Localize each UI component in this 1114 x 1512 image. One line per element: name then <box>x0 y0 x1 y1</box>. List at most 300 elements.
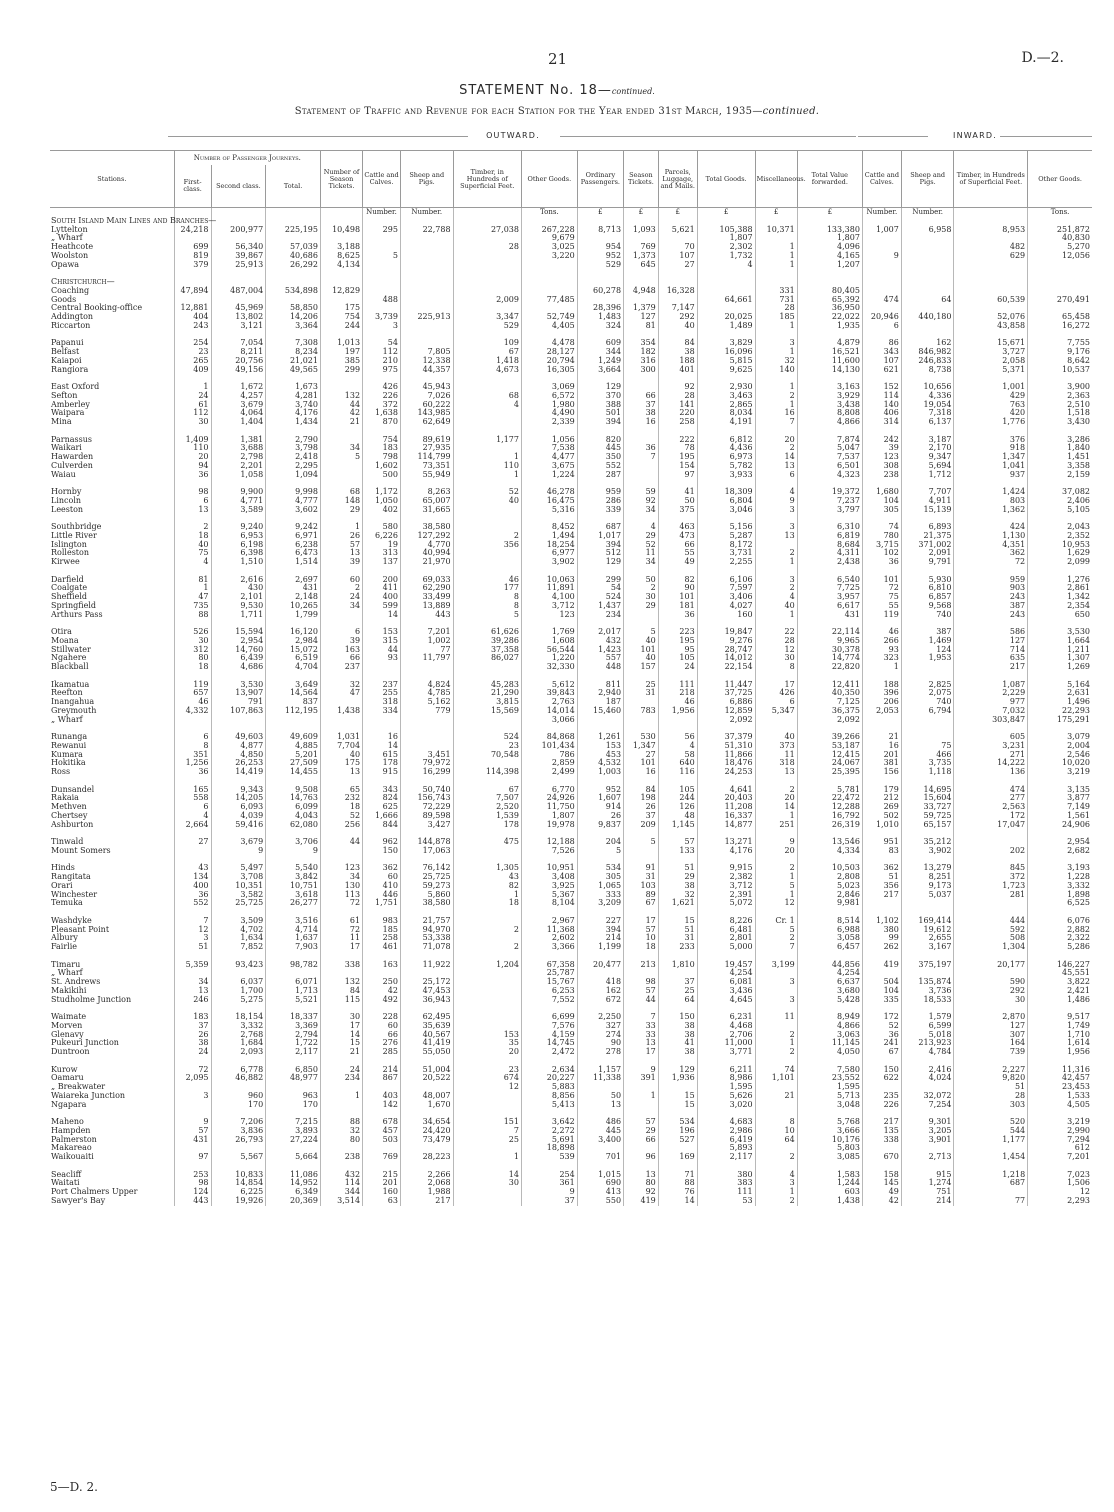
table-cell: 64 <box>901 296 954 305</box>
table-cell: 2,092 <box>797 716 862 725</box>
table-cell: 362 <box>363 864 401 873</box>
table-cell: 64 <box>658 996 697 1005</box>
table-cell: 112,195 <box>266 707 321 716</box>
table-cell: 1,637 <box>266 934 321 943</box>
table-cell: 410 <box>363 882 401 891</box>
table-cell: 202 <box>954 847 1028 856</box>
table-cell: 474 <box>954 786 1028 795</box>
table-cell <box>174 847 211 856</box>
table-cell: 30 <box>453 1179 521 1188</box>
table-cell: 33,499 <box>400 593 453 602</box>
table-cell: 2 <box>755 864 797 873</box>
table-cell: 2,520 <box>453 803 521 812</box>
table-cell: 36,943 <box>400 996 453 1005</box>
table-cell: 7,023 <box>1028 1171 1092 1180</box>
station-name: South Island Main Lines and Branches— <box>51 215 217 225</box>
table-cell: 9 <box>624 1066 659 1075</box>
col-in-goods: Other Goods. <box>1028 151 1092 208</box>
table-cell: 123 <box>862 453 901 462</box>
table-cell: 109 <box>453 339 521 348</box>
table-cell: 915 <box>901 1171 954 1180</box>
table-cell: 39,843 <box>521 689 577 698</box>
table-cell: 286 <box>577 497 623 506</box>
table-cell: 56 <box>658 733 697 742</box>
table-cell: 5,428 <box>797 996 862 1005</box>
table-cell: 66 <box>658 541 697 550</box>
table-cell: 14,564 <box>266 689 321 698</box>
table-cell: 67 <box>453 348 521 357</box>
table-cell <box>453 908 521 917</box>
table-cell <box>363 663 401 672</box>
table-cell: 45,943 <box>400 383 453 392</box>
table-cell: 3,618 <box>266 891 321 900</box>
table-cell: 34 <box>624 506 659 515</box>
table-cell: 265 <box>174 357 211 366</box>
table-cell <box>453 1013 521 1022</box>
table-cell: 4,336 <box>901 392 954 401</box>
table-cell: 127 <box>954 1022 1028 1031</box>
table-cell: 1,001 <box>954 383 1028 392</box>
table-cell: 1,101 <box>755 1074 797 1083</box>
table-cell: 14,206 <box>266 313 321 322</box>
table-cell: 3,715 <box>862 541 901 550</box>
unit-cell <box>954 208 1028 217</box>
table-cell: 21,021 <box>266 357 321 366</box>
col-parcels: Parcels, Luggage, and Mails. <box>658 151 697 208</box>
table-cell <box>211 269 266 278</box>
table-cell: 7,201 <box>400 628 453 637</box>
table-cell: 846,982 <box>901 348 954 357</box>
table-cell: 20,403 <box>697 794 755 803</box>
table-cell: 40,994 <box>400 549 453 558</box>
table-cell: 1,629 <box>1028 549 1092 558</box>
table-cell: 153 <box>363 628 401 637</box>
table-cell: 13,802 <box>211 313 266 322</box>
table-cell: 90 <box>577 1039 623 1048</box>
table-cell: 1,249 <box>577 357 623 366</box>
table-cell: 323 <box>862 654 901 663</box>
table-cell <box>901 243 954 252</box>
table-cell: 1,713 <box>266 987 321 996</box>
table-cell: 1 <box>320 523 362 532</box>
table-cell: 18 <box>624 943 659 952</box>
table-cell: 243 <box>174 322 211 331</box>
table-cell: 88 <box>320 1118 362 1127</box>
table-cell: 10,063 <box>521 576 577 585</box>
table-cell: 1,220 <box>521 654 577 663</box>
table-cell: 80 <box>320 1136 362 1145</box>
table-cell <box>901 261 954 270</box>
table-cell: 338 <box>320 961 362 970</box>
table-cell: 7 <box>174 917 211 926</box>
table-cell: 1,013 <box>320 339 362 348</box>
table-cell: 4,351 <box>954 541 1028 550</box>
table-cell: 20 <box>755 794 797 803</box>
table-cell: 32 <box>320 681 362 690</box>
table-cell: 7,054 <box>211 339 266 348</box>
table-cell: 12,881 <box>174 304 211 313</box>
table-cell: 5,023 <box>797 882 862 891</box>
table-cell: 534 <box>577 864 623 873</box>
table-cell: 2,293 <box>1028 1197 1092 1206</box>
table-cell: 2,846 <box>797 891 862 900</box>
station-name: Hornby <box>51 487 82 496</box>
table-cell: 40 <box>755 602 797 611</box>
col-ordinary: Ordinary Passengers. <box>577 151 623 208</box>
table-cell: 701 <box>577 1153 623 1162</box>
table-cell: 13 <box>320 768 362 777</box>
table-cell: 983 <box>363 917 401 926</box>
table-cell: 482 <box>954 243 1028 252</box>
table-cell <box>363 278 401 287</box>
table-cell <box>400 663 453 672</box>
table-cell: 650 <box>1028 611 1092 620</box>
table-cell: 40,830 <box>1028 234 1092 243</box>
table-cell: 7,874 <box>797 436 862 445</box>
table-cell: 3,731 <box>697 549 755 558</box>
table-cell: 217 <box>862 891 901 900</box>
table-cell: 1,058 <box>211 471 266 480</box>
table-cell: 324 <box>577 322 623 331</box>
table-cell: 37 <box>521 1197 577 1206</box>
table-cell: 10,371 <box>755 226 797 235</box>
table-cell <box>901 724 954 733</box>
table-cell: 343 <box>862 348 901 357</box>
table-cell: 2,984 <box>266 637 321 646</box>
table-cell: 5,768 <box>797 1118 862 1127</box>
header-row-groups <box>50 151 1092 166</box>
table-cell: 14,012 <box>697 654 755 663</box>
table-cell: 72 <box>320 899 362 908</box>
table-cell: 111 <box>697 1188 755 1197</box>
table-cell: 103 <box>624 882 659 891</box>
table-cell: 2,664 <box>174 821 211 830</box>
table-cell: 952 <box>577 252 623 261</box>
table-cell: 6,349 <box>266 1188 321 1197</box>
table-cell: 338 <box>862 1136 901 1145</box>
table-cell: 9,568 <box>901 602 954 611</box>
table-cell: 2,053 <box>862 707 901 716</box>
table-row <box>50 1048 1092 1057</box>
table-cell: 1,769 <box>521 628 577 637</box>
table-cell: 1,602 <box>363 462 401 471</box>
table-cell: 266 <box>862 637 901 646</box>
table-cell: 1,056 <box>521 436 577 445</box>
table-cell: 140 <box>755 366 797 375</box>
table-cell: 2,093 <box>211 1048 266 1057</box>
table-cell: 678 <box>363 1118 401 1127</box>
table-cell: 86,027 <box>453 654 521 663</box>
table-cell: 6,473 <box>266 549 321 558</box>
table-cell: 258 <box>658 418 697 427</box>
col-cattle: Cattle and Calves. <box>363 151 401 208</box>
table-cell: 1 <box>755 1188 797 1197</box>
table-cell: 11,086 <box>266 1171 321 1180</box>
table-cell: 5,164 <box>1028 681 1092 690</box>
table-cell: 277 <box>954 794 1028 803</box>
table-cell: 6,572 <box>521 392 577 401</box>
table-cell: 1,050 <box>363 497 401 506</box>
table-cell: 4,050 <box>797 1048 862 1057</box>
table-cell: 356 <box>862 882 901 891</box>
table-cell: 74 <box>862 523 901 532</box>
table-cell: 104 <box>862 497 901 506</box>
col-goods: Other Goods. <box>521 151 577 208</box>
station-name: Addington <box>51 312 94 321</box>
table-cell: 48,977 <box>266 1074 321 1083</box>
table-cell: 8,104 <box>521 899 577 908</box>
table-cell: 133 <box>658 847 697 856</box>
station-name: Reefton <box>51 688 83 698</box>
table-cell: 47,894 <box>174 287 211 296</box>
table-cell <box>954 829 1028 838</box>
table-cell: 134 <box>174 873 211 882</box>
table-cell: 177 <box>453 584 521 593</box>
table-cell: 10,351 <box>211 882 266 891</box>
table-cell: 1,423 <box>577 646 623 655</box>
table-cell: 175 <box>320 304 362 313</box>
table-cell: 657 <box>174 689 211 698</box>
table-cell: 16,272 <box>1028 322 1092 331</box>
table-cell <box>400 733 453 742</box>
table-cell: 170 <box>266 1101 321 1110</box>
table-cell: 55 <box>658 549 697 558</box>
table-cell: 6,699 <box>521 1013 577 1022</box>
col-total-goods: Total Goods. <box>697 151 755 208</box>
table-cell: 6,778 <box>211 1066 266 1075</box>
table-cell: 18,337 <box>266 1013 321 1022</box>
station-name: Albury <box>51 933 78 943</box>
table-cell: 107 <box>658 252 697 261</box>
table-cell <box>624 716 659 725</box>
table-cell: 674 <box>453 1074 521 1083</box>
table-cell: 8,625 <box>320 252 362 261</box>
table-cell: 3,530 <box>211 681 266 690</box>
table-cell: 5,567 <box>211 1153 266 1162</box>
unit-cell: £ <box>658 208 697 217</box>
table-cell: 254 <box>521 1171 577 1180</box>
table-cell: 2,227 <box>954 1066 1028 1075</box>
table-cell: 327 <box>577 1022 623 1031</box>
table-cell: 1,607 <box>577 794 623 803</box>
table-cell: 5,883 <box>521 1083 577 1092</box>
unit-cell: £ <box>755 208 797 217</box>
table-cell: 3,602 <box>266 506 321 515</box>
table-cell: 49,609 <box>266 733 321 742</box>
table-cell: 431 <box>266 584 321 593</box>
table-cell: 4,332 <box>174 707 211 716</box>
table-cell: 254 <box>174 339 211 348</box>
station-name: Kurow <box>51 1064 78 1074</box>
table-cell: 50 <box>658 497 697 506</box>
table-cell <box>320 471 362 480</box>
table-cell: 19,457 <box>697 961 755 970</box>
table-cell: 24 <box>174 392 211 401</box>
table-cell: 163 <box>363 961 401 970</box>
table-cell: 1,261 <box>577 733 623 742</box>
table-cell: 52,076 <box>954 313 1028 322</box>
table-cell: 3,736 <box>901 987 954 996</box>
table-cell: 7 <box>755 418 797 427</box>
table-cell: 201 <box>363 1179 401 1188</box>
table-cell: 10,020 <box>1028 759 1092 768</box>
table-cell: 453 <box>577 751 623 760</box>
table-cell: 1,404 <box>211 418 266 427</box>
table-cell: 6,501 <box>797 462 862 471</box>
table-cell: 440,180 <box>901 313 954 322</box>
table-cell: 3,408 <box>521 873 577 882</box>
table-cell: 9,915 <box>697 864 755 873</box>
outward-rule-left <box>168 136 468 137</box>
table-cell: 552 <box>577 462 623 471</box>
table-cell: 144,878 <box>400 838 453 847</box>
table-cell: 1,712 <box>901 471 954 480</box>
table-cell: 98,782 <box>266 961 321 970</box>
table-cell: 1,347 <box>624 742 659 751</box>
table-cell: 380 <box>862 926 901 935</box>
table-cell: 333 <box>577 891 623 900</box>
table-cell: 2,655 <box>901 934 954 943</box>
table-cell: 1 <box>755 261 797 270</box>
table-cell: 17 <box>755 681 797 690</box>
table-row <box>50 821 1092 830</box>
table-cell: 84 <box>658 339 697 348</box>
table-cell: 28 <box>453 243 521 252</box>
table-cell: 238 <box>320 1153 362 1162</box>
table-cell: 731 <box>755 296 797 305</box>
table-cell: 10,951 <box>521 864 577 873</box>
col-sheep: Sheep and Pigs. <box>400 151 453 208</box>
table-cell: 3,530 <box>1028 628 1092 637</box>
table-cell: 419 <box>862 961 901 970</box>
station-name: Tinwald <box>51 837 84 846</box>
table-cell: 9,998 <box>266 488 321 497</box>
table-cell: 2,940 <box>577 689 623 698</box>
table-cell: 2 <box>755 584 797 593</box>
table-cell: 5 <box>453 611 521 620</box>
table-cell: 215 <box>363 1171 401 1180</box>
table-cell: 24,067 <box>797 759 862 768</box>
table-cell: 16,299 <box>400 768 453 777</box>
station-name: Chertsey <box>51 810 88 820</box>
table-cell <box>453 917 521 926</box>
table-cell: 3,400 <box>577 1136 623 1145</box>
table-cell: 5,367 <box>521 891 577 900</box>
table-cell: 77,485 <box>521 296 577 305</box>
table-cell: 457 <box>363 1127 401 1136</box>
table-cell <box>901 899 954 908</box>
table-cell: 959 <box>577 488 623 497</box>
table-cell: 586 <box>954 628 1028 637</box>
table-cell: 1,807 <box>797 234 862 243</box>
table-cell: 93,423 <box>211 961 266 970</box>
table-cell: 1,684 <box>211 1039 266 1048</box>
table-cell: 20,756 <box>211 357 266 366</box>
table-cell: 30 <box>624 593 659 602</box>
table-cell: 2,882 <box>1028 926 1092 935</box>
table-cell: 803 <box>954 497 1028 506</box>
table-cell <box>400 278 453 287</box>
table-row <box>50 847 1092 856</box>
table-cell <box>862 261 901 270</box>
table-cell: 512 <box>577 549 623 558</box>
table-cell: 23,453 <box>1028 1083 1092 1092</box>
station-name: Waikouaiti <box>51 1152 94 1161</box>
table-cell: 72,229 <box>400 803 453 812</box>
station-name: Opawa <box>51 259 80 269</box>
table-cell: 7,149 <box>1028 803 1092 812</box>
table-cell: 2,421 <box>1028 987 1092 996</box>
table-cell: 2 <box>755 1031 797 1040</box>
table-cell: 6,953 <box>211 532 266 541</box>
table-cell: 2,322 <box>1028 934 1092 943</box>
table-cell: 4,064 <box>211 409 266 418</box>
table-cell: 3,199 <box>755 961 797 970</box>
table-cell: 2 <box>755 1153 797 1162</box>
table-cell: 37,379 <box>697 733 755 742</box>
table-cell: 107 <box>862 357 901 366</box>
table-cell: 318 <box>363 698 401 707</box>
table-cell: 25,172 <box>400 978 453 987</box>
table-cell: 28,127 <box>521 348 577 357</box>
table-cell: 77 <box>400 646 453 655</box>
table-cell <box>453 1144 521 1153</box>
unit-cell: Tons. <box>1028 208 1092 217</box>
table-cell: 15,594 <box>211 628 266 637</box>
station-name: Morven <box>51 1020 83 1030</box>
station-name: Otira <box>51 627 72 636</box>
table-cell: 1,561 <box>1028 812 1092 821</box>
table-cell <box>453 663 521 672</box>
table-cell: 5 <box>320 453 362 462</box>
table-cell: 40,567 <box>400 1031 453 1040</box>
table-cell: 105 <box>658 786 697 795</box>
table-cell: 1,722 <box>266 1039 321 1048</box>
table-cell: 112 <box>363 348 401 357</box>
table-cell: 6,481 <box>697 926 755 935</box>
table-cell: 13 <box>577 1101 623 1110</box>
table-cell: 84,868 <box>521 733 577 742</box>
table-cell: 270,491 <box>1028 296 1092 305</box>
table-cell: 292 <box>658 313 697 322</box>
table-cell: 2 <box>755 392 797 401</box>
table-cell: 1,256 <box>174 759 211 768</box>
table-cell: 1,666 <box>363 812 401 821</box>
table-cell: 3,589 <box>211 506 266 515</box>
table-cell: 2,004 <box>1028 742 1092 751</box>
table-cell: 5,413 <box>521 1101 577 1110</box>
table-cell: 786 <box>521 751 577 760</box>
table-cell: 33 <box>624 1022 659 1031</box>
table-cell: 46,278 <box>521 488 577 497</box>
table-cell: 3,163 <box>797 383 862 392</box>
inward-group-label: INWARD. <box>953 131 997 140</box>
table-cell <box>658 716 697 725</box>
table-cell: 278 <box>577 1048 623 1057</box>
table-cell: 206 <box>862 698 901 707</box>
table-cell: 1,840 <box>1028 444 1092 453</box>
table-cell: 5,037 <box>901 891 954 900</box>
table-cell: 28 <box>658 392 697 401</box>
table-cell: 14,419 <box>211 768 266 777</box>
table-cell: 1,583 <box>797 1171 862 1180</box>
col-second: Second class. <box>211 165 266 208</box>
table-cell: 3,121 <box>211 322 266 331</box>
table-cell: 37 <box>174 1022 211 1031</box>
table-cell <box>453 978 521 987</box>
table-cell: 39,286 <box>453 637 521 646</box>
table-cell: 819 <box>174 252 211 261</box>
